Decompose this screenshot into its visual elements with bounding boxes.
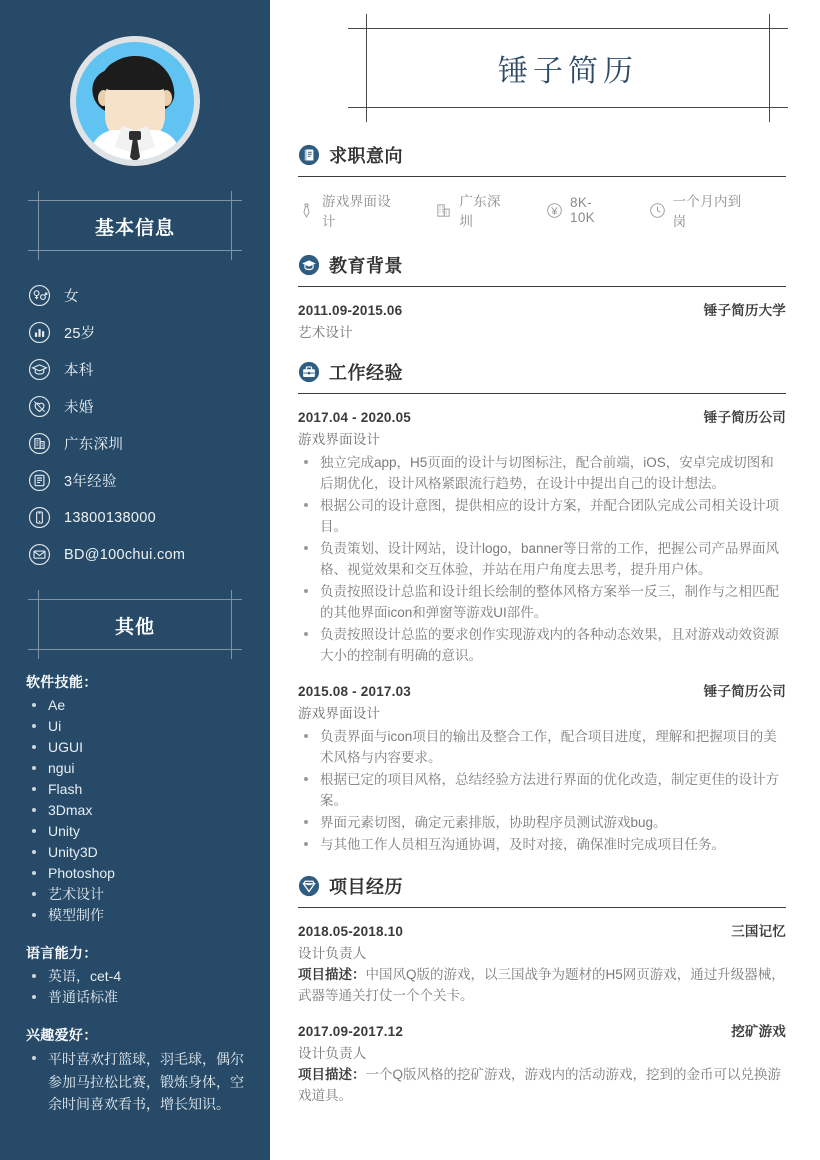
work-bullet-list (298, 726, 786, 855)
entry-date: 2017.04 - 2020.05 (298, 410, 411, 425)
clock-icon (649, 202, 666, 219)
section-divider (298, 393, 786, 394)
info-item-phone (28, 499, 270, 536)
list-item: 界面元素切图，确定元素排版，协助程序员测试游戏bug。 (298, 812, 786, 833)
email-icon (28, 543, 51, 566)
hobby-list (26, 1048, 270, 1116)
work-bullet-list (298, 452, 786, 666)
entry-role: 游戏界面设计 (298, 432, 381, 447)
other-group-title: 软件技能： (26, 674, 98, 690)
list-item: Ae (26, 695, 270, 716)
project-entry (298, 920, 786, 1006)
entry-header (298, 920, 786, 940)
list-item: 英语，cet-4 (26, 966, 270, 987)
entry-organization: 锤子简历大学 (703, 303, 786, 318)
sidebar-heading-label: 基本信息 (94, 218, 175, 239)
entry-role: 艺术设计 (298, 325, 353, 340)
entry-date: 2015.08 - 2017.03 (298, 684, 411, 699)
section-divider (298, 286, 786, 287)
briefcase-icon (298, 361, 320, 383)
section-projects (298, 873, 786, 1106)
marital-icon (28, 395, 51, 418)
other-group-title: 语言能力： (26, 945, 98, 961)
list-item: Flash (26, 779, 270, 800)
section-title: 工作经验 (329, 363, 403, 383)
entry-organization: 锤子简历公司 (703, 684, 786, 699)
education-entry (298, 299, 786, 341)
objective-item-value: 一个月内到岗 (672, 194, 742, 229)
info-item-age (28, 314, 270, 351)
work-entry (298, 406, 786, 666)
list-item: Photoshop (26, 863, 270, 884)
sidebar-heading-basic-info (38, 200, 232, 251)
list-item: Unity (26, 821, 270, 842)
basic-info-list (0, 277, 270, 573)
tie-icon (298, 202, 315, 219)
list-item: 与其他工作人员相互沟通协调，及时对接，确保准时完成项目任务。 (298, 834, 786, 855)
entry-header (298, 406, 786, 426)
yen-icon (546, 202, 563, 219)
section-header (298, 142, 786, 168)
age-chart-icon (28, 321, 51, 344)
list-item: 平时喜欢打篮球，羽毛球，偶尔参加马拉松比赛，锻炼身体，空余时间喜欢看书，增长知识。 (26, 1048, 270, 1116)
project-entry (298, 1020, 786, 1106)
avatar (70, 36, 200, 166)
project-description (298, 1064, 786, 1106)
list-item: 普通话标准 (26, 987, 270, 1008)
entry-organization: 三国记忆 (731, 924, 786, 939)
list-item: 独立完成app，H5页面的设计与切图标注，配合前端，iOS，安卓完成切图和后期优化，设计风格紧跟流行趋势，在设计中提出自己的设计想法。 (298, 452, 786, 494)
info-item-location (28, 425, 270, 462)
location-icon (28, 432, 51, 455)
sidebar-heading-other (38, 599, 232, 650)
section-title: 项目经历 (329, 877, 403, 897)
person-avatar-icon (76, 42, 194, 160)
list-item: 根据已定的项目风格，总结经验方法进行界面的优化改造，制定更佳的设计方案。 (298, 769, 786, 811)
section-header (298, 873, 786, 899)
list-item: 负责按照设计总监的要求创作实现游戏内的各种动态效果，且对游戏动效资源大小的控制有明确的意识。 (298, 624, 786, 666)
info-item-value: 13800138000 (64, 509, 157, 526)
info-item-experience (28, 462, 270, 499)
list-item: 3Dmax (26, 800, 270, 821)
info-item-value: 未婚 (64, 400, 94, 416)
entry-role: 游戏界面设计 (298, 706, 381, 721)
document-icon (298, 144, 320, 166)
other-sections (0, 650, 270, 1116)
other-group-title: 兴趣爱好： (26, 1027, 98, 1043)
list-item: ngui (26, 758, 270, 779)
info-item-value: BD@100chui.com (64, 546, 186, 563)
entry-date: 2011.09-2015.06 (298, 303, 403, 318)
gem-icon (298, 875, 320, 897)
project-description-text: 中国风Q版的游戏，以三国战争为题材的H5网页游戏，通过升级器械，武器等通关打仗一个个关卡。 (298, 967, 785, 1003)
language-list (26, 966, 270, 1008)
entry-header (298, 299, 786, 319)
entry-header (298, 680, 786, 700)
info-item-value: 广东深圳 (64, 437, 124, 453)
objective-row (298, 190, 786, 230)
info-item-marital (28, 388, 270, 425)
work-entry (298, 680, 786, 855)
entry-role: 设计负责人 (298, 946, 367, 961)
sidebar-heading-label: 其他 (114, 617, 155, 638)
main-content (270, 0, 820, 1160)
info-item-education (28, 351, 270, 388)
list-item: Ui (26, 716, 270, 737)
objective-item-location (435, 190, 512, 230)
list-item: UGUI (26, 737, 270, 758)
gender-icon (28, 284, 51, 307)
info-item-value: 本科 (64, 363, 94, 379)
section-header (298, 252, 786, 278)
entry-role: 设计负责人 (298, 1046, 367, 1061)
other-group-language (26, 943, 270, 1008)
entry-date: 2018.05-2018.10 (298, 924, 404, 939)
section-title: 求职意向 (329, 146, 403, 166)
entry-date: 2017.09-2017.12 (298, 1024, 404, 1039)
objective-item-position (298, 190, 401, 230)
list-item: 负责策划、设计网站，设计logo，banner等日常的工作，把握公司产品界面风格、视觉效果和交互体验，并站在用户角度去思考，提升用户体。 (298, 538, 786, 580)
sidebar (0, 0, 270, 1160)
software-skill-list (26, 695, 270, 926)
education-icon (28, 358, 51, 381)
info-item-value: 3年经验 (64, 474, 117, 490)
section-work-experience (298, 359, 786, 855)
graduation-cap-icon (298, 254, 320, 276)
list-item: 根据公司的设计意图，提供相应的设计方案，并配合团队完成公司相关设计项目。 (298, 495, 786, 537)
list-item: 负责界面与icon项目的输出及整合工作，配合项目进度，理解和把握项目的美术风格与内容要求。 (298, 726, 786, 768)
phone-icon (28, 506, 51, 529)
avatar-wrap (0, 0, 270, 166)
info-item-value: 女 (64, 289, 79, 305)
objective-item-value: 8K-10K (570, 195, 595, 225)
document-title-box (366, 28, 770, 108)
list-item: 模型制作 (26, 905, 270, 926)
section-header (298, 359, 786, 385)
list-item: 艺术设计 (26, 884, 270, 905)
building-icon (435, 202, 452, 219)
section-divider (298, 176, 786, 177)
other-group-hobbies (26, 1025, 270, 1116)
section-divider (298, 907, 786, 908)
other-group-software-skills (26, 672, 270, 926)
list-item: 负责按照设计总监和设计组长绘制的整体风格方案举一反三，制作与之相匹配的其他界面icon和弹窗等游戏UI部件。 (298, 581, 786, 623)
entry-organization: 挖矿游戏 (731, 1024, 786, 1039)
objective-item-value: 广东深圳 (459, 194, 501, 229)
project-description-label: 项目描述： (298, 967, 366, 982)
project-description-text: 一个Q版风格的挖矿游戏，游戏内的活动游戏，挖到的金币可以兑换游戏道具。 (298, 1067, 781, 1103)
info-item-gender (28, 277, 270, 314)
project-description (298, 964, 786, 1006)
objective-item-value: 游戏界面设计 (322, 194, 391, 229)
section-title: 教育背景 (329, 256, 403, 276)
page-title: 锤子简历 (498, 55, 638, 88)
list-item: Unity3D (26, 842, 270, 863)
objective-item-salary (546, 195, 615, 225)
section-education (298, 252, 786, 341)
info-item-email (28, 536, 270, 573)
project-description-label: 项目描述： (298, 1067, 366, 1082)
section-objective (298, 142, 786, 230)
entry-header (298, 1020, 786, 1040)
experience-icon (28, 469, 51, 492)
objective-item-availability (649, 190, 752, 230)
info-item-value: 25岁 (64, 326, 96, 342)
entry-organization: 锤子简历公司 (703, 410, 786, 425)
